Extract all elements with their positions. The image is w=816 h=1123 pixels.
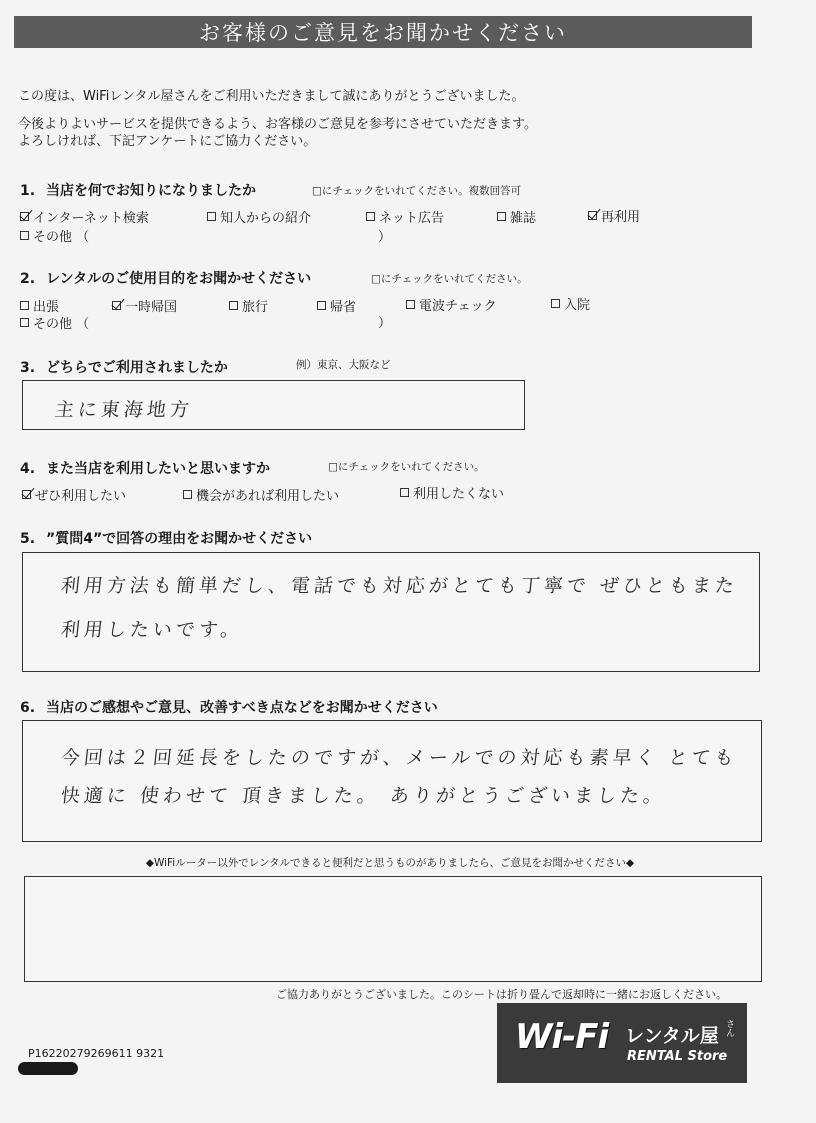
question-4 (20, 458, 270, 478)
q3-handwritten-answer: 主に東海地方 (53, 399, 195, 421)
logo-san-text: さん (724, 1019, 734, 1037)
question-5-text: ”質問4”で回答の理由をお聞かせください (46, 531, 313, 547)
q2-option-label: その他 （ (33, 317, 90, 332)
intro-line-2: 今後よりよいサービスを提供できるよう、お客様のご意見を参考にさせていただきます。 (18, 117, 537, 132)
footer-thanks: ご協力ありがとうございました。このシートは折り畳んで返却時に一緒にお返しください。 (276, 988, 727, 1001)
q5-handwritten-line-1: 利用方法も簡単だし、電話でも対応がとても丁寧で ぜひともまた (59, 575, 740, 597)
checkbox-icon[interactable] (551, 299, 560, 308)
question-2 (20, 268, 311, 288)
logo-wifi-text: Wi-Fi (515, 1017, 609, 1057)
q6-handwritten-line-2: 快適に 使わせて 頂きました。 ありがとうございました。 (59, 785, 668, 807)
q1-option-label: 再利用 (601, 210, 641, 225)
checkbox-icon[interactable] (317, 301, 326, 310)
question-4-text: また当店を利用したいと思いますか (46, 461, 270, 477)
q1-option-label: ネット広告 (379, 211, 445, 226)
q6-answer-box[interactable] (22, 720, 762, 842)
question-6-number: 6. (20, 700, 36, 716)
q2-option-travel[interactable] (229, 296, 268, 315)
question-1-number: 1. (20, 183, 36, 199)
q1-option-other[interactable] (20, 226, 89, 245)
q4-option-definitely[interactable] (22, 485, 126, 504)
checkbox-icon[interactable] (229, 301, 238, 310)
question-1-text: 当店を何でお知りになりましたか (46, 183, 256, 199)
q2-option-label: 一時帰国 (125, 300, 178, 315)
question-4-note: □にチェックをいれてください。 (328, 461, 485, 473)
q5-answer-box[interactable] (22, 552, 760, 672)
checkbox-icon[interactable] (406, 300, 415, 309)
checkbox-icon[interactable] (366, 212, 375, 221)
question-3-example: 例）東京、大阪など (296, 359, 391, 371)
q2-other-close-paren: ） (378, 316, 392, 331)
question-6-text: 当店のご感想やご意見、改善すべき点などをお聞かせください (46, 700, 438, 716)
intro-line-3: よろしければ、下記アンケートにご協力ください。 (18, 134, 317, 149)
question-5 (20, 528, 312, 548)
checkbox-icon[interactable] (20, 318, 29, 327)
wifi-rental-logo (497, 1003, 747, 1083)
barcode-number: P16220279269611 9321 (28, 1047, 165, 1060)
checkbox-icon[interactable] (20, 301, 29, 310)
q2-option-homecoming[interactable] (317, 296, 356, 315)
checkbox-icon[interactable] (400, 488, 409, 497)
survey-title: お客様のご意見をお聞かせください (199, 21, 567, 45)
question-3 (20, 357, 228, 377)
q2-option-other[interactable] (20, 313, 89, 332)
q4-option-label: ぜひ利用したい (35, 489, 127, 504)
redacted-mark (18, 1062, 78, 1075)
q2-option-label: 電波チェック (419, 299, 497, 314)
q1-option-magazine[interactable] (497, 207, 536, 226)
q1-option-reuse[interactable] (588, 206, 640, 225)
q4-option-if-chance[interactable] (183, 485, 339, 504)
question-1 (20, 180, 256, 200)
checkbox-checked-icon[interactable] (112, 301, 121, 310)
q4-option-no[interactable] (400, 483, 504, 502)
question-4-number: 4. (20, 461, 36, 477)
q6-handwritten-line-1: 今回は２回延長をしたのですが、メールでの対応も素早く とても (59, 747, 739, 769)
q1-option-internet-search[interactable] (20, 207, 149, 226)
checkbox-checked-icon[interactable] (22, 490, 31, 499)
q2-option-label: 入院 (564, 298, 591, 313)
checkbox-icon[interactable] (207, 212, 216, 221)
intro-line-1: この度は、WiFiレンタル屋さんをご利用いただきまして誠にありがとうございました。 (18, 89, 525, 104)
checkbox-checked-icon[interactable] (20, 212, 29, 221)
question-3-text: どちらでご利用されましたか (46, 360, 228, 376)
q2-option-label: 帰省 (330, 300, 357, 315)
checkbox-icon[interactable] (20, 231, 29, 240)
q1-option-label: 知人からの紹介 (220, 211, 312, 226)
checkbox-checked-icon[interactable] (588, 211, 597, 220)
survey-title-banner (14, 16, 752, 48)
q1-option-referral[interactable] (207, 207, 311, 226)
q1-other-close-paren: ） (378, 230, 392, 245)
question-5-number: 5. (20, 531, 36, 547)
q2-option-label: 出張 (33, 300, 60, 315)
q4-option-label: 利用したくない (413, 487, 505, 502)
checkbox-icon[interactable] (183, 490, 192, 499)
q3-answer-box[interactable] (22, 380, 525, 430)
logo-english-text: RENTAL Store (627, 1049, 728, 1064)
q2-option-temporary-return[interactable] (112, 296, 177, 315)
q4-option-label: 機会があれば利用したい (196, 489, 340, 504)
question-2-text: レンタルのご使用目的をお聞かせください (46, 271, 312, 287)
extra-prompt-row (0, 851, 780, 870)
checkbox-icon[interactable] (497, 212, 506, 221)
q2-option-label: 旅行 (242, 300, 269, 315)
q2-option-signal-check[interactable] (406, 295, 497, 314)
q1-option-label: インターネット検索 (33, 211, 149, 226)
question-2-number: 2. (20, 271, 36, 287)
q1-option-label: 雑誌 (510, 211, 537, 226)
q2-option-hospital[interactable] (551, 294, 590, 313)
extra-answer-box[interactable] (24, 876, 762, 982)
q1-option-label: その他 （ (33, 230, 90, 245)
logo-japanese-text: レンタル屋 (625, 1025, 719, 1047)
question-6 (20, 697, 438, 717)
q1-option-net-ad[interactable] (366, 207, 444, 226)
question-2-note: □にチェックをいれてください。 (371, 273, 528, 285)
q5-handwritten-line-2: 利用したいです。 (59, 619, 245, 641)
extra-prompt: ◆WiFiルーター以外でレンタルできると便利だと思うものがありましたら、ご意見をお聞かせください◆ (145, 857, 635, 869)
question-3-number: 3. (20, 360, 36, 376)
question-1-note: □にチェックをいれてください。複数回答可 (312, 185, 522, 197)
